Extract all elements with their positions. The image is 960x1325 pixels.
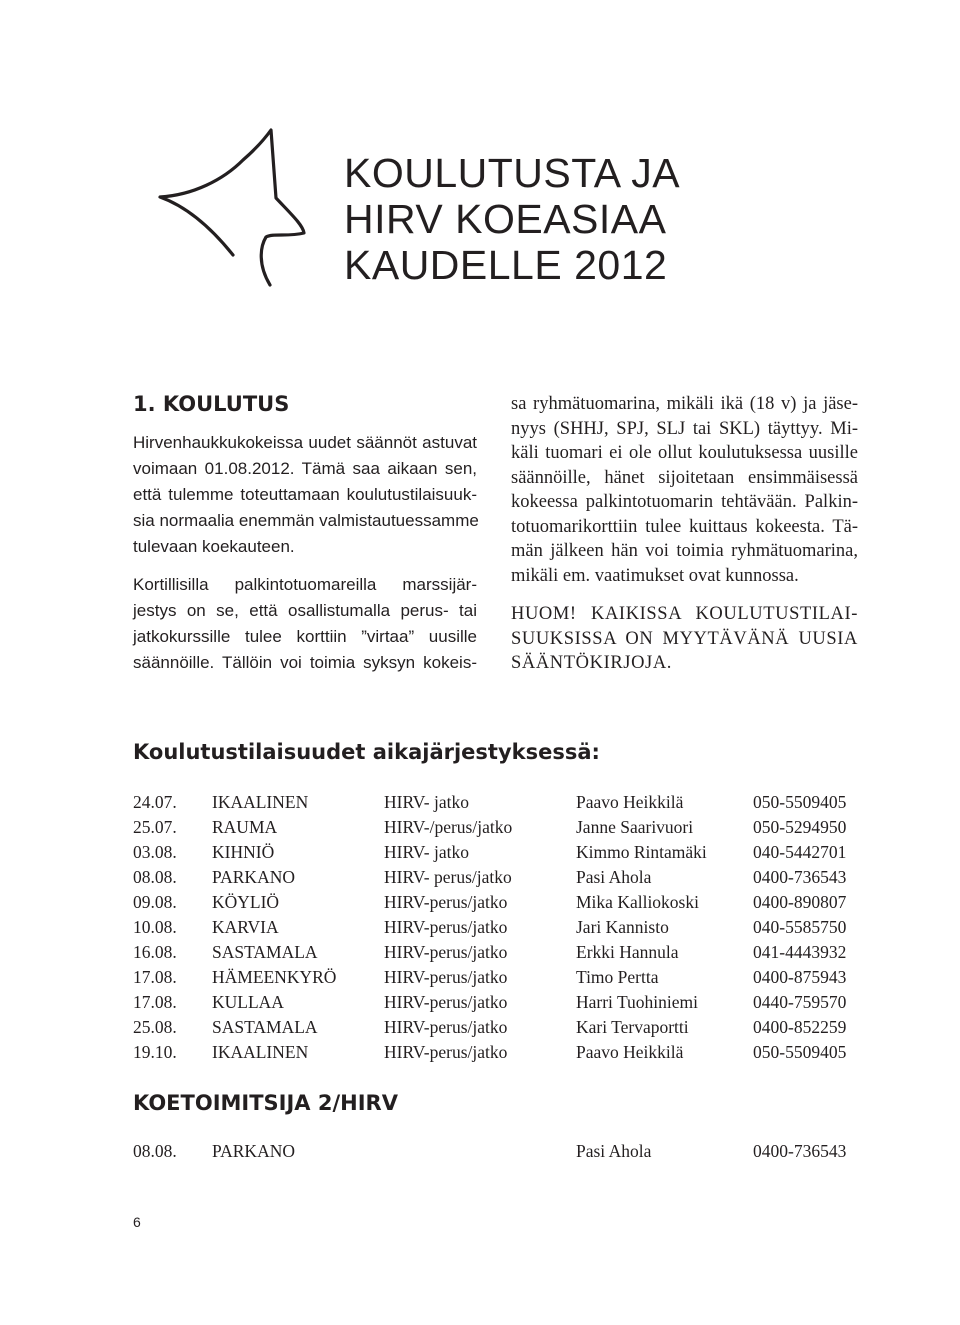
text-line: män jälkeen hän voi toimia ryhmätuomarina,: [511, 541, 858, 561]
phone-cell: 0400-890807: [753, 892, 847, 912]
contact-cell: Harri Tuohiniemi: [576, 992, 699, 1012]
type-cell: HIRV-perus/jatko: [384, 917, 508, 937]
right-column-text: [511, 392, 858, 588]
editor-table: [133, 1141, 873, 1167]
dog-head-logo-icon: [148, 125, 318, 295]
text-line: voimaan 01.08.2012. Tämä saa aikaan sen,: [133, 459, 477, 478]
contact-cell: Kimmo Rintamäki: [576, 842, 707, 862]
contact-cell: Timo Pertta: [576, 967, 659, 987]
date-cell: 17.08.: [133, 992, 177, 1012]
date-cell: 25.08.: [133, 1017, 177, 1037]
type-cell: HIRV-perus/jatko: [384, 967, 508, 987]
phone-cell: 050-5294950: [753, 817, 847, 837]
contact-cell: Pasi Ahola: [576, 1141, 652, 1161]
contact-cell: Jari Kannisto: [576, 917, 669, 937]
phone-cell: 041-4443932: [753, 942, 847, 962]
place-cell: RAUMA: [212, 817, 278, 837]
type-cell: HIRV- jatko: [384, 792, 469, 812]
date-cell: 08.08.: [133, 867, 177, 887]
contact-cell: Kari Tervaportti: [576, 1017, 689, 1037]
title-line-3: KAUDELLE 2012: [344, 242, 668, 288]
phone-cell: 0400-736543: [753, 867, 847, 887]
contact-cell: Pasi Ahola: [576, 867, 652, 887]
phone-cell: 0440-759570: [753, 992, 847, 1012]
text-line: sia normaalia enemmän valmistautuessamme: [133, 511, 479, 530]
page-title: [344, 150, 764, 288]
place-cell: KÖYLIÖ: [212, 892, 280, 912]
text-line: totuomarikorttiin tulee kuittaus kokeesta. Tä-: [511, 516, 858, 537]
contact-cell: Paavo Heikkilä: [576, 1042, 684, 1062]
text-line: Kortillisilla palkintotuomareilla marssijär-: [133, 575, 477, 594]
title-line-1: KOULUTUSTA JA: [344, 150, 681, 196]
type-cell: HIRV- jatko: [384, 842, 469, 862]
text-line: säännöille. Tällöin voi toimia syksyn kokeis-: [133, 653, 477, 672]
schedule-table: [133, 792, 873, 1067]
contact-cell: Mika Kalliokoski: [576, 892, 699, 912]
date-cell: 25.07.: [133, 817, 177, 837]
type-cell: HIRV-perus/jatko: [384, 942, 508, 962]
date-cell: 03.08.: [133, 842, 177, 862]
title-line-2: HIRV KOEASIAA: [344, 196, 667, 242]
type-cell: HIRV-/perus/jatko: [384, 817, 513, 837]
place-cell: KARVIA: [212, 917, 279, 937]
schedule-heading: Koulutustilaisuudet aikajärjestyksessä:: [133, 740, 600, 764]
editor-heading: KOETOIMITSIJA 2/HIRV: [133, 1091, 398, 1115]
place-cell: HÄMEENKYRÖ: [212, 967, 337, 987]
type-cell: HIRV-perus/jatko: [384, 1042, 508, 1062]
phone-cell: 0400-736543: [753, 1141, 847, 1161]
left-column-text: [133, 430, 477, 676]
page-number: 6: [133, 1214, 141, 1230]
type-cell: HIRV- perus/jatko: [384, 867, 512, 887]
phone-cell: 040-5585750: [753, 917, 847, 937]
text-line: että tulemme toteuttamaan koulutustilaisuuk-: [133, 485, 477, 504]
phone-cell: 040-5442701: [753, 842, 847, 862]
type-cell: HIRV-perus/jatko: [384, 892, 508, 912]
place-cell: IKAALINEN: [212, 792, 309, 812]
section-heading-koulutus: 1. KOULUTUS: [133, 392, 290, 416]
date-cell: 09.08.: [133, 892, 177, 912]
text-line: jatkokurssille tulee korttiin ”virtaa” uusille: [133, 627, 477, 646]
type-cell: HIRV-perus/jatko: [384, 992, 508, 1012]
date-cell: 08.08.: [133, 1141, 177, 1161]
text-line: käli tuomari ei ole ollut koulutuksessa uusille: [511, 443, 858, 463]
text-line: Hirvenhaukkukokeissa uudet säännöt astuvat: [133, 433, 477, 452]
date-cell: 16.08.: [133, 942, 177, 962]
place-cell: PARKANO: [212, 1141, 295, 1161]
date-cell: 10.08.: [133, 917, 177, 937]
notice-line: SÄÄNTÖKIRJOJA.: [511, 653, 673, 673]
phone-cell: 0400-852259: [753, 1017, 847, 1037]
place-cell: IKAALINEN: [212, 1042, 309, 1062]
text-line: kokeessa palkintotuomarin tehtävään. Palkin-: [511, 492, 858, 512]
text-line: sa ryhmätuomarina, mikäli ikä (18 v) ja jäse-: [511, 394, 858, 414]
text-line: tulevaan koekauteen.: [133, 537, 295, 556]
text-line: säännöille, hänet sijoitetaan ensimmäisessä: [511, 467, 858, 488]
text-line: nyys (SHHJ, SPJ, SLJ tai SKL) täyttyy. Mi-: [511, 418, 858, 439]
notice-text: [511, 602, 858, 676]
contact-cell: Paavo Heikkilä: [576, 792, 684, 812]
contact-cell: Janne Saarivuori: [576, 817, 694, 837]
date-cell: 24.07.: [133, 792, 177, 812]
place-cell: KULLAA: [212, 992, 284, 1012]
place-cell: SASTAMALA: [212, 942, 318, 962]
place-cell: KIHNIÖ: [212, 842, 275, 862]
text-line: jestys on se, että osallistumalla perus- tai: [133, 601, 477, 620]
date-cell: 17.08.: [133, 967, 177, 987]
notice-line: SUUKSISSA ON MYYTÄVÄNÄ UUSIA: [511, 628, 858, 649]
phone-cell: 050-5509405: [753, 792, 847, 812]
phone-cell: 0400-875943: [753, 967, 847, 987]
contact-cell: Erkki Hannula: [576, 942, 679, 962]
phone-cell: 050-5509405: [753, 1042, 847, 1062]
date-cell: 19.10.: [133, 1042, 177, 1062]
place-cell: PARKANO: [212, 867, 295, 887]
type-cell: HIRV-perus/jatko: [384, 1017, 508, 1037]
text-line: mikäli em. vaatimukset ovat kunnossa.: [511, 565, 799, 586]
notice-line: HUOM! KAIKISSA KOULUTUSTILAI-: [511, 604, 858, 624]
place-cell: SASTAMALA: [212, 1017, 318, 1037]
